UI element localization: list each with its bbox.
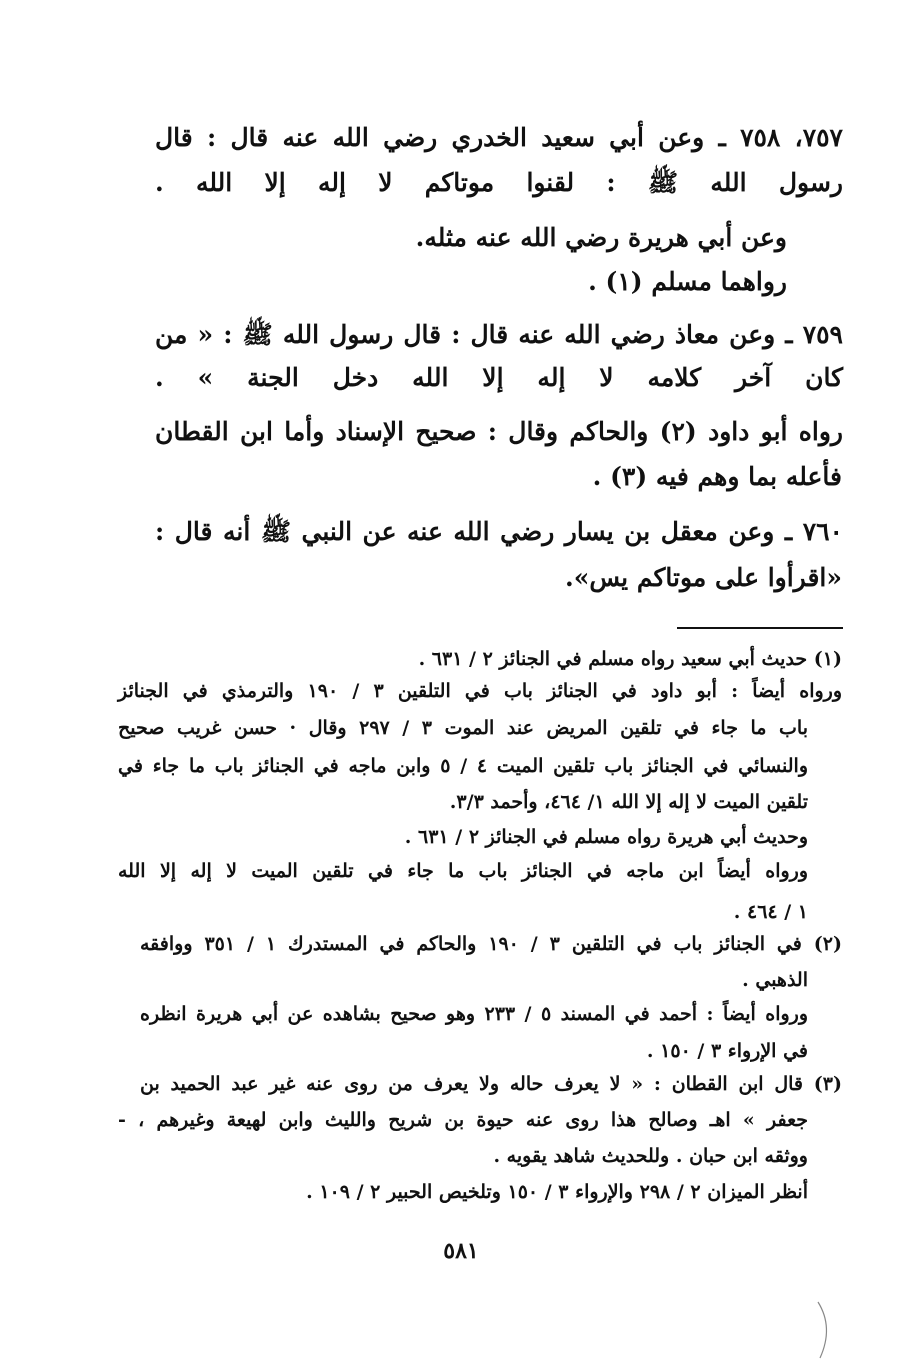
main-text-line: كان آخر كلامه لا إله إلا الله دخل الجنة » . xyxy=(155,363,843,392)
main-text-line: ٧٥٧، ٧٥٨ ـ وعن أبي سعيد الخدري رضي الله عنه قال : قال xyxy=(155,123,843,152)
footnote-line: جعفر » اهـ وصالح هذا روى عنه حيوة بن شريح والليث وابن لهيعة وغيرهم ، - xyxy=(118,1109,808,1131)
footnote-line: والنسائي في الجنائز باب تلقين الميت ٤ / ٥ وابن ماجه في الجنائز باب ما جاء في xyxy=(118,755,808,777)
main-text-line: ٧٦٠ ـ وعن معقل بن يسار رضي الله عنه عن النبي ﷺ أنه قال : xyxy=(155,517,843,546)
scan-edge-mark xyxy=(800,1300,840,1360)
main-text-line: رسول الله ﷺ : لقنوا موتاكم لا إله إلا الله . xyxy=(155,168,843,197)
footnote-line: ١ / ٤٦٤ . xyxy=(733,901,808,923)
footnote-line: باب ما جاء في تلقين المريض عند الموت ٣ / ٢٩٧ وقال · حسن غريب صحيح xyxy=(118,717,808,739)
footnote-line: الذهبي . xyxy=(742,969,808,991)
main-text-line: رواهما مسلم (١) . xyxy=(588,267,787,296)
main-text-line: وعن أبي هريرة رضي الله عنه مثله. xyxy=(415,223,787,252)
footnote-line: (١) حديث أبي سعيد رواه مسلم في الجنائز ٢ / ٦٣١ . xyxy=(418,648,842,670)
footnote-separator xyxy=(677,627,843,629)
main-text-line: ٧٥٩ ـ وعن معاذ رضي الله عنه قال : قال رسول الله ﷺ : « من xyxy=(155,320,843,349)
footnote-line: ورواه أيضاً : أبو داود في الجنائز باب في التلقين ٣ / ١٩٠ والترمذي في الجنائز xyxy=(118,680,843,702)
footnote-line: ورواه أيضاً ابن ماجه في الجنائز باب ما جاء في تلقين الميت لا إله إلا الله xyxy=(118,860,808,882)
footnote-line: وحديث أبي هريرة رواه مسلم في الجنائز ٢ / ٦٣١ . xyxy=(404,826,808,848)
footnote-line: تلقين الميت لا إله إلا الله ١/ ٤٦٤، وأحمد ٣/٣. xyxy=(449,791,808,813)
footnote-line: أنظر الميزان ٢ / ٢٩٨ والإرواء ٣ / ١٥٠ وتلخيص الحبير ٢ / ١٠٩ . xyxy=(306,1181,808,1203)
main-text-line: فأعله بما وهم فيه (٣) . xyxy=(592,462,842,491)
footnote-line: ووثقه ابن حبان . وللحديث شاهد يقويه . xyxy=(493,1145,808,1167)
footnote-line: في الإرواء ٣ / ١٥٠ . xyxy=(646,1040,808,1062)
footnote-line: (٢) في الجنائز باب في التلقين ٣ / ١٩٠ والحاكم في المستدرك ١ / ٣٥١ ووافقه xyxy=(140,933,842,955)
footnote-line: ورواه أيضاً : أحمد في المسند ٥ / ٢٣٣ وهو صحيح بشاهده عن أبي هريرة انظره xyxy=(140,1003,809,1025)
page-number: ٥٨١ xyxy=(443,1238,479,1264)
main-text-line: «اقرأوا على موتاكم يس». xyxy=(564,563,842,592)
footnote-line: (٣) قال ابن القطان : « لا يعرف حاله ولا يعرف من روى عنه غير عبد الحميد بن xyxy=(140,1073,842,1095)
main-text-line: رواه أبو داود (٢) والحاكم وقال : صحيح الإسناد وأما ابن القطان xyxy=(155,417,843,446)
